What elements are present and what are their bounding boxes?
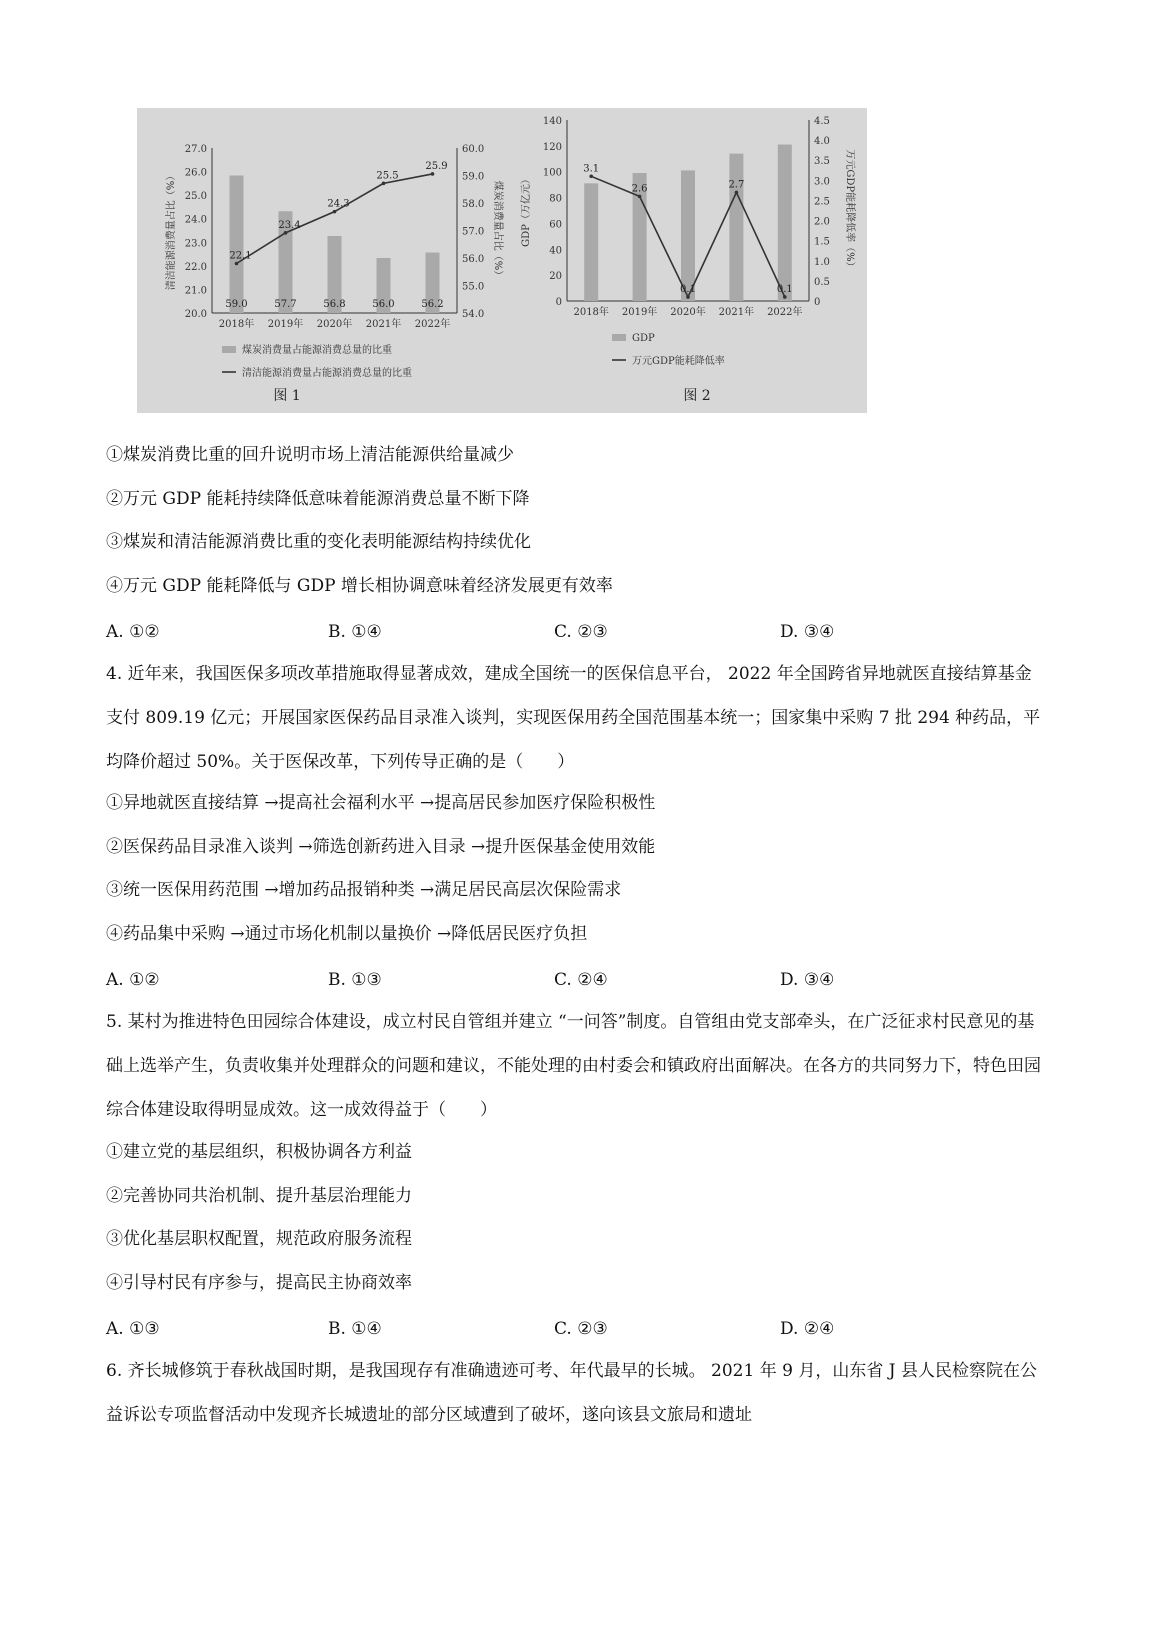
chart2-right-tick: 0 <box>814 297 821 308</box>
chart2-left-tick: 20 <box>549 271 562 283</box>
chart2-x-tick: 2019年 <box>621 307 658 318</box>
chart1-line-point <box>235 262 239 266</box>
q4-statement-3: ③统一医保用药范围 →增加药品报销种类 →满足居民高层次保险需求 <box>106 880 622 900</box>
chart2-line-point <box>686 295 690 299</box>
chart1-line-label: 25.9 <box>425 160 448 172</box>
chart1-x-tick: 2021年 <box>365 319 402 330</box>
chart2-legend-line-label: 万元GDP能耗降低率 <box>632 356 725 367</box>
chart-figure <box>137 108 867 413</box>
chart2-bar <box>584 183 598 301</box>
q5-statement-3: ③优化基层职权配置，规范政府服务流程 <box>106 1229 412 1249</box>
chart2-line-label: 0.1 <box>680 283 696 295</box>
chart2-right-tick: 4.5 <box>814 116 830 127</box>
chart1-right-tick: 59.0 <box>462 171 485 183</box>
chart1-line-point <box>284 231 288 235</box>
q5-option-d[interactable]: D. ②④ <box>780 1319 835 1339</box>
chart2-left-tick: 120 <box>542 141 562 153</box>
chart2-right-tick: 3.5 <box>814 156 830 168</box>
q3-statement-4: ④万元 GDP 能耗降低与 GDP 增长相协调意味着经济发展更有效率 <box>106 576 613 596</box>
chart1-line-point <box>431 172 435 176</box>
chart1-left-tick: 24.0 <box>184 214 207 226</box>
chart1-left-tick: 26.0 <box>184 167 207 179</box>
q5-options <box>106 1317 1006 1341</box>
q5-statement-2: ②完善协同共治机制、提升基层治理能力 <box>106 1186 412 1206</box>
chart2-bar <box>681 170 695 301</box>
chart1-line-label: 25.5 <box>376 170 399 182</box>
chart1-bar-label: 56.8 <box>323 299 346 310</box>
q5-option-c[interactable]: C. ②③ <box>554 1319 608 1339</box>
chart1-right-tick: 54.0 <box>462 309 485 320</box>
chart2-left-tick: 80 <box>549 193 562 205</box>
chart1-legend-bar-label: 煤炭消费量占能源消费总量的比重 <box>242 345 392 356</box>
chart2-line-label: 2.7 <box>728 179 745 191</box>
q4-stem: 4. 近年来，我国医保多项改革措施取得显著成效，建成全国统一的医保信息平台， 2022 年全国跨省异地就医直接结算基金支付 809.19 亿元；开展国家医保药品目录准入谈判，实现医保用药全国范围基本统一；国家集中采购 7 批 294 种药品，平均降价超过 50%。关于医保改革，下列传导正确的是（ ） <box>106 664 1041 772</box>
chart2-line-point <box>735 191 739 195</box>
q4-option-b[interactable]: B. ①③ <box>328 970 382 990</box>
q5-stem: 5. 某村为推进特色田园综合体建设，成立村民自管组并建立 “一问答”制度。自管组由党支部牵头，在广泛征求村民意见的基础上选举产生，负责收集并处理群众的问题和建议，不能处理的由村委会和镇政府出面解决。在各方的共同努力下，特色田园综合体建设取得明显成效。这一成效得益于（ ） <box>106 1012 1041 1120</box>
chart2-bar <box>729 154 743 301</box>
chart2-legend-bar-label: GDP <box>632 333 655 344</box>
chart1-left-tick: 27.0 <box>184 144 207 155</box>
chart2-right-axis-label: 万元GDP能耗降低率（%） <box>844 149 855 272</box>
chart2-right-tick: 2.5 <box>814 196 830 208</box>
chart2-left-tick: 0 <box>555 297 562 308</box>
chart2-right-tick: 3.0 <box>814 176 830 188</box>
chart2-line-point <box>589 175 593 179</box>
chart1-line-label: 23.4 <box>278 219 301 231</box>
chart1-x-tick: 2020年 <box>316 319 353 330</box>
q3-statement-2: ②万元 GDP 能耗持续降低意味着能源消费总量不断下降 <box>106 489 530 509</box>
chart2-left-tick: 100 <box>542 167 562 179</box>
chart1-line-label: 24.3 <box>327 198 350 210</box>
q5-option-a[interactable]: A. ①③ <box>106 1319 160 1339</box>
q4-option-d[interactable]: D. ③④ <box>780 970 835 990</box>
q4-option-a[interactable]: A. ①② <box>106 970 160 990</box>
q3-options <box>106 620 1006 644</box>
chart2-right-tick: 1.0 <box>814 256 830 268</box>
q3-option-b[interactable]: B. ①④ <box>328 622 382 642</box>
q3-statement-3: ③煤炭和清洁能源消费比重的变化表明能源结构持续优化 <box>106 532 531 552</box>
q3-option-a[interactable]: A. ①② <box>106 622 160 642</box>
chart1-legend-bar-swatch <box>222 346 236 353</box>
chart1-x-tick: 2019年 <box>267 319 304 330</box>
chart1-caption: 图 1 <box>273 388 301 404</box>
q5-statement-4: ④引导村民有序参与，提高民主协商效率 <box>106 1273 412 1293</box>
chart2-caption: 图 2 <box>683 388 711 404</box>
chart2-x-tick: 2021年 <box>718 307 755 318</box>
chart2-line-point <box>783 295 787 299</box>
chart1-right-tick: 60.0 <box>462 144 485 155</box>
chart2-legend-bar-swatch <box>612 334 626 341</box>
chart1-line-point <box>333 210 337 214</box>
q3-statement-1: ①煤炭消费比重的回升说明市场上清洁能源供给量减少 <box>106 445 514 465</box>
q4-statement-4: ④药品集中采购 →通过市场化机制以量换价 →降低居民医疗负担 <box>106 924 588 944</box>
chart1-line-point <box>382 182 386 186</box>
chart1-bar <box>230 176 244 314</box>
chart1-x-tick: 2022年 <box>414 319 451 330</box>
chart1-right-tick: 55.0 <box>462 281 485 293</box>
chart1-legend-line-label: 清洁能源消费量占能源消费总量的比重 <box>242 368 412 379</box>
chart2-left-tick: 40 <box>549 245 562 257</box>
chart1-bar-label: 59.0 <box>225 299 248 310</box>
chart1-bar-label: 56.0 <box>372 299 395 310</box>
chart1-right-tick: 57.0 <box>462 226 485 238</box>
chart2-right-tick: 4.0 <box>814 136 830 148</box>
chart2-line-point <box>638 195 642 199</box>
chart2-left-tick: 140 <box>542 116 562 127</box>
chart2-line-label: 2.6 <box>631 183 648 195</box>
chart2-bar <box>778 145 792 301</box>
q6-stem: 6. 齐长城修筑于春秋战国时期，是我国现存有准确遗迹可考、年代最早的长城。 2021 年 9 月，山东省 J 县人民检察院在公益诉讼专项监督活动中发现齐长城遗址的部分区域遭到了破坏，遂向该县文旅局和遗址 <box>106 1361 1037 1425</box>
q3-option-d[interactable]: D. ③④ <box>780 622 835 642</box>
q5-option-b[interactable]: B. ①④ <box>328 1319 382 1339</box>
chart1-right-axis-label: 煤炭消费量占比（%） <box>492 180 503 281</box>
q4-options <box>106 968 1006 992</box>
chart2-x-tick: 2022年 <box>767 307 803 318</box>
chart1-line-label: 22.1 <box>229 250 252 262</box>
chart1-left-tick: 23.0 <box>184 238 207 250</box>
chart2-left-tick: 60 <box>549 219 562 231</box>
chart2-line-label: 0.1 <box>776 283 793 295</box>
chart1-x-tick: 2018年 <box>218 319 255 330</box>
q4-option-c[interactable]: C. ②④ <box>554 970 608 990</box>
q5-statement-1: ①建立党的基层组织，积极协调各方利益 <box>106 1142 412 1162</box>
chart1-right-tick: 56.0 <box>462 254 485 265</box>
chart1-right-tick: 58.0 <box>462 199 485 210</box>
chart2-x-tick: 2020年 <box>670 307 706 318</box>
chart1-left-tick: 22.0 <box>184 261 207 273</box>
chart1-left-tick: 21.0 <box>184 285 207 297</box>
q4-statement-1: ①异地就医直接结算 →提高社会福利水平 →提高居民参加医疗保险积极性 <box>106 793 656 813</box>
chart1-left-tick: 20.0 <box>184 309 207 320</box>
chart1-left-axis-label: 清洁能源消费量占比（%） <box>166 170 177 291</box>
chart2-left-axis-label: GDP（万亿元） <box>521 174 532 247</box>
chart2-right-tick: 1.5 <box>814 236 830 248</box>
chart1-bar-label: 57.7 <box>274 299 297 310</box>
chart2-right-tick: 0.5 <box>814 276 830 288</box>
chart1-bar-label: 56.2 <box>421 299 444 310</box>
chart2-line-label: 3.1 <box>583 163 600 175</box>
charts-svg <box>137 108 867 413</box>
chart1-left-tick: 25.0 <box>184 191 207 203</box>
q3-option-c[interactable]: C. ②③ <box>554 622 608 642</box>
chart2-right-tick: 2.0 <box>814 216 830 228</box>
q4-statement-2: ②医保药品目录准入谈判 →筛选创新药进入目录 →提升医保基金使用效能 <box>106 837 656 857</box>
chart2-x-tick: 2018年 <box>573 307 609 318</box>
